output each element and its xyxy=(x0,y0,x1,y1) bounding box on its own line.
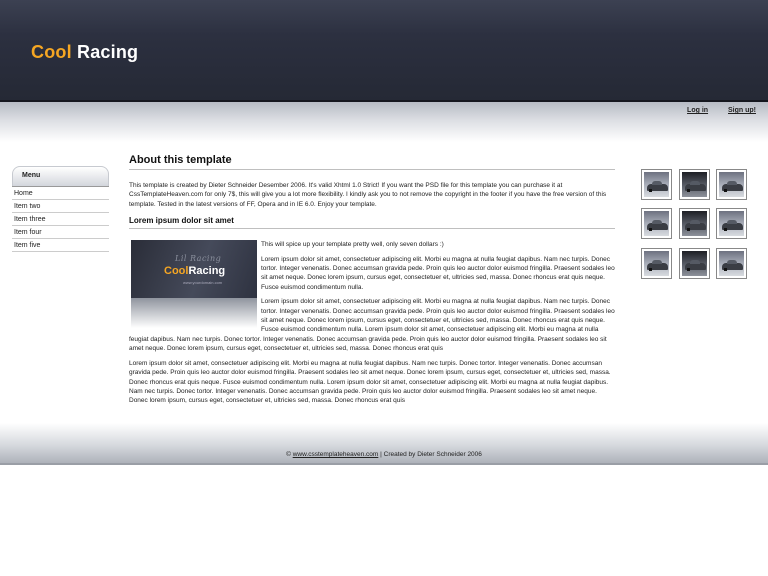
car-shape xyxy=(647,223,668,230)
gallery-thumbnail[interactable] xyxy=(641,208,672,239)
banner-script-text: Lil Racing xyxy=(175,254,222,264)
gallery-thumbnail[interactable] xyxy=(641,169,672,200)
body-paragraph-2: Lorem ipsum dolor sit amet, consectetuer adipiscing elit. Morbi eu magna at nulla feugiat dapibus. Nam nec turpis. Donec tortor. Integer venenatis. Donec accumsan gravida pede. Proin quis leo auctor dolor euismod fringilla. Praesent sodales leo sit amet neque. Donec lorem ipsum, cursus eget, consectetuer et, ultricies sed, massa. Donec rhoncus erat quis neque. Fusce euismod condimentum nulla. xyxy=(261,255,615,291)
menu-item-three[interactable]: Item three xyxy=(12,213,109,226)
template-preview-image xyxy=(131,240,257,328)
menu-title: Menu xyxy=(12,166,109,186)
car-photo-icon xyxy=(719,211,744,236)
car-photo-icon xyxy=(644,251,669,276)
menu-item-two[interactable]: Item two xyxy=(12,200,109,213)
top-bar xyxy=(0,102,768,142)
car-shape xyxy=(685,263,706,270)
site-footer xyxy=(0,423,768,465)
account-links xyxy=(669,107,756,114)
site-logo[interactable] xyxy=(31,42,138,63)
menu-item-five[interactable]: Item five xyxy=(12,239,109,252)
menu-item-home[interactable]: Home xyxy=(12,187,109,200)
sidebar-menu xyxy=(12,166,109,252)
footer-credits xyxy=(0,451,768,458)
car-shape xyxy=(685,223,706,230)
car-photo-icon xyxy=(644,211,669,236)
body-paragraph-1: This will spice up your template pretty well, only seven dollars :) xyxy=(261,241,444,249)
copyright-symbol: © xyxy=(286,451,291,458)
car-shape xyxy=(685,184,706,191)
car-shape xyxy=(647,184,668,191)
banner-logo xyxy=(164,265,225,277)
banner-url: www.yourdomain.com xyxy=(183,280,223,286)
car-photo-icon xyxy=(719,172,744,197)
car-photo-icon xyxy=(682,251,707,276)
logo-word-racing: Racing xyxy=(77,42,139,62)
car-photo-icon xyxy=(644,172,669,197)
footer-credit-text: | Created by Dieter Schneider 2006 xyxy=(380,451,482,458)
gallery-thumbnail[interactable] xyxy=(641,248,672,279)
gallery-thumbnail[interactable] xyxy=(716,169,747,200)
main-content xyxy=(129,154,615,411)
gallery-thumbnail[interactable] xyxy=(679,169,710,200)
car-photo-icon xyxy=(719,251,744,276)
gallery-thumbnail[interactable] xyxy=(679,248,710,279)
car-photo-icon xyxy=(682,172,707,197)
signup-link[interactable]: Sign up! xyxy=(728,107,756,114)
body-paragraph-3: Lorem ipsum dolor sit amet, consectetuer adipiscing elit. Morbi eu magna at nulla feugiat dapibus. Nam nec turpis. Donec tortor. Integer venenatis. Donec accumsan gravida pede. Proin quis leo auctor dolor euismod fringilla. Praesent sodales leo sit amet neque. Donec lorem ipsum, cursus eget, consectetuer et, ultricies sed, massa. Donec rhoncus erat quis neque. Fusce euismod condimentum nulla. Lorem ipsum dolor sit amet, consectetuer adipiscing elit. Morbi eu magna at nulla feugiat dapibus. Nam nec turpis. Donec tortor. Integer venenatis. Donec accumsan gravida pede. Proin quis leo auctor dolor euismod fringilla. Praesent sodales leo sit amet neque. Donec lorem ipsum, cursus eget, consectetuer et, ultricies sed, massa. Donec rhoncus erat quis xyxy=(129,298,615,353)
body-paragraph-4: Lorem ipsum dolor sit amet, consectetuer adipiscing elit. Morbi eu magna at nulla feugiat dapibus. Nam nec turpis. Donec tortor. Integer venenatis. Donec accumsan gravida pede. Proin quis leo auctor dolor euismod fringilla. Praesent sodales leo sit amet neque. Donec lorem ipsum, cursus eget, consectetuer et, ultricies sed, massa. Donec rhoncus erat quis neque. Fusce euismod condimentum nulla. Lorem ipsum dolor sit amet, consectetuer adipiscing elit. Morbi eu magna at nulla feugiat dapibus. Nam nec turpis. Donec tortor. Integer venenatis. Donec accumsan gravida pede. Proin quis leo auctor dolor euismod fringilla. Praesent sodales leo sit amet neque. Donec lorem ipsum, cursus eget, consectetuer et, ultricies sed, massa. Donec rhoncus erat quis xyxy=(129,359,611,405)
car-shape xyxy=(647,263,668,270)
banner-logo-racing: Racing xyxy=(188,265,226,278)
intro-text: This template is created by Dieter Schneider Desember 2006. It's valid Xhtml 1.0 Strict! If you want the PSD file for this template you can purchase it at CssTemplateHeaven.com for only 7$, this will give you a lot more flexibility. I kindly ask you to not remove the copyright in the footer if you have the free version of this template. Tested in the latest versions of FF, Opera and in IE 6.0. Enjoy your template. xyxy=(129,182,607,208)
menu-item-four[interactable]: Item four xyxy=(12,226,109,239)
menu-list xyxy=(12,186,109,252)
car-shape xyxy=(722,263,743,270)
section-heading: Lorem ipsum dolor sit amet xyxy=(129,216,615,229)
gallery-thumbnail[interactable] xyxy=(716,208,747,239)
banner-logo-cool: Cool xyxy=(164,265,189,278)
logo-word-cool: Cool xyxy=(31,42,72,62)
car-photo-icon xyxy=(682,211,707,236)
car-shape xyxy=(722,223,743,230)
car-shape xyxy=(722,184,743,191)
page-title: About this template xyxy=(129,154,615,170)
login-link[interactable]: Log in xyxy=(687,107,709,114)
gallery-thumbnail[interactable] xyxy=(716,248,747,279)
banner-reflection xyxy=(131,298,257,328)
site-header xyxy=(0,0,768,102)
gallery-thumbnail[interactable] xyxy=(679,208,710,239)
footer-link[interactable]: www.csstemplateheaven.com xyxy=(292,451,379,458)
